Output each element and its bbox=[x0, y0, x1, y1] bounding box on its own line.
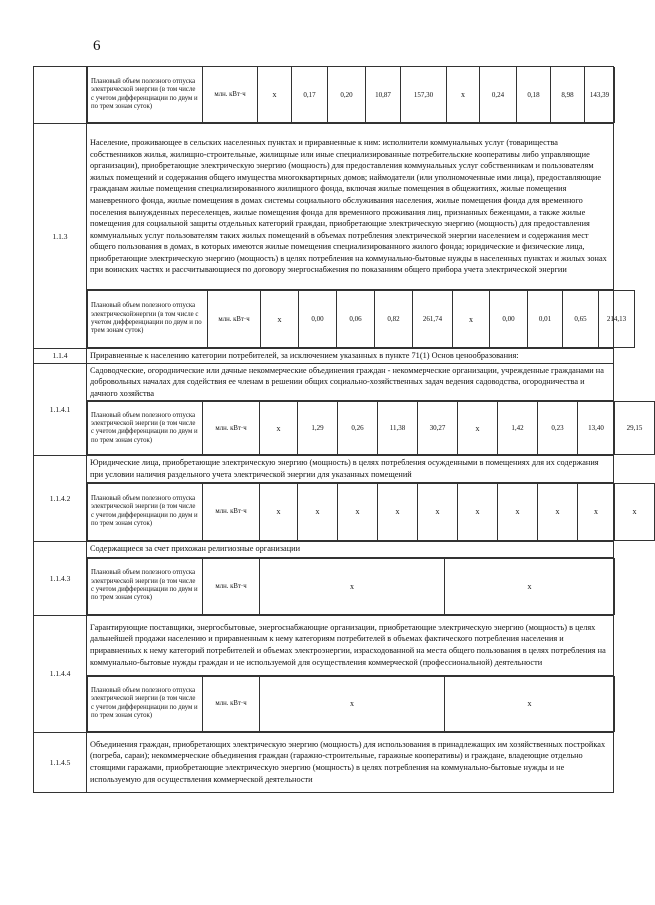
value-cell: 0,24 bbox=[480, 67, 517, 123]
value-cell: 10,87 bbox=[366, 67, 401, 123]
volume-label: Плановый объем полезного отпуска электрической энергии (в том числе с учетом дифференциации по двум и по трем зонам суток) bbox=[88, 483, 203, 540]
section-text: Садоводческие, огороднические или дачные некоммерческие объединения граждан - некоммерческие организации, учрежденные гражданами на добровольных началах для содействия ее членам в решении общих социально-хозяйственных задач ведения садоводства, огородничества и дачного хозяйства bbox=[87, 363, 614, 401]
value-cell: 157,30 bbox=[401, 67, 447, 123]
value-cell: x bbox=[418, 483, 458, 540]
value-cell: 143,39 bbox=[585, 67, 615, 123]
unit: млн. кВт·ч bbox=[208, 291, 261, 348]
value-cell: 8,98 bbox=[551, 67, 585, 123]
value-cell: 13,40 bbox=[578, 402, 615, 455]
volume-label: Плановый объем полезного отпуска электрическойэнергии (в том числе с учетом дифференциации по двум и по трем зонам суток) bbox=[88, 291, 208, 348]
row-number-empty bbox=[34, 67, 87, 124]
unit: млн. кВт·ч bbox=[203, 402, 260, 455]
value-cell: x bbox=[538, 483, 578, 540]
value-cell: x bbox=[338, 483, 378, 540]
table-row bbox=[34, 363, 614, 401]
unit: млн. кВт·ч bbox=[203, 67, 258, 123]
value-cell: x bbox=[458, 483, 498, 540]
volume-row bbox=[87, 558, 615, 615]
value-cell: x bbox=[458, 402, 498, 455]
section-text: Гарантирующие поставщики, энергосбытовые, энергоснабжающие организации, приобретающие электрическую энергию (мощность) в целях дальнейшей продажи населению и приравненным к нему категориям потребителей в объемах фактического потребления населения и приравненных к нему категорий потребителей и объемах электроэнергии, израсходованной на места общего пользования в целях потребления на коммунально-бытовые нужды граждан и не используемой для осуществления коммерческой (профессиональной) деятельности bbox=[87, 615, 614, 675]
value-cell: 0,26 bbox=[338, 402, 378, 455]
table-row bbox=[34, 732, 614, 792]
value-cell: x bbox=[445, 558, 615, 614]
value-cell: x bbox=[453, 291, 490, 348]
unit: млн. кВт·ч bbox=[203, 558, 260, 614]
value-cell: 11,38 bbox=[378, 402, 418, 455]
value-cell: x bbox=[447, 67, 480, 123]
value-cell: 0,01 bbox=[528, 291, 563, 348]
value-cell: x bbox=[260, 483, 298, 540]
value-cell: x bbox=[260, 676, 445, 731]
row-number: 1.1.4.4 bbox=[34, 615, 87, 732]
volume-label: Плановый объем полезного отпуска электрической энергии (в том числе с учетом дифференциации по двум и по трем зонам суток) bbox=[88, 67, 203, 123]
volume-row-top bbox=[87, 67, 615, 123]
value-cell: x bbox=[615, 483, 655, 540]
value-cell: 0,65 bbox=[563, 291, 599, 348]
table-row bbox=[34, 615, 614, 675]
table-row bbox=[34, 456, 614, 482]
value-cell: 0,00 bbox=[490, 291, 528, 348]
row-number: 1.1.4.1 bbox=[34, 363, 87, 456]
value-cell: 0,06 bbox=[337, 291, 375, 348]
table-row bbox=[34, 401, 614, 456]
value-cell: 0,18 bbox=[517, 67, 551, 123]
value-cell: x bbox=[578, 483, 615, 540]
page-number: 6 bbox=[93, 38, 101, 54]
section-text: Приравненные к населению категории потребителей, за исключением указанных в пункте 71(1) Основ ценообразования: bbox=[87, 349, 614, 364]
row-number: 1.1.4.3 bbox=[34, 541, 87, 615]
value-cell: 1,29 bbox=[298, 402, 338, 455]
section-text: Население, проживающее в сельских населенных пунктах и приравненные к ним: исполнители коммунальных услуг (товарищества собственников жилья, жилищно-строительные, жилищные или иные специализированные потребительские кооперативы либо управляющие организации), приобретающие электрическую энергию (мощность) для предоставления коммунальных услуг собственникам и пользователям жилых помещений и содержания общего имущества многоквартирных домов; наймодатели (или уполномоченные ими лица), предоставляющие гражданам жилые помещения специализированного жилищного фонда, включая жилые помещения в общежитиях, жилые помещения маневренного фонда, жилые помещения в домах системы социального обслуживания населения, жилые помещения фонда для временного поселения вынужденных переселенцев, жилые помещения фонда для временного проживания лиц, признанных беженцами, а также жилые помещения для социальной защиты отдельных категорий граждан, приобретающие электрическую энергию (мощность) для предоставления коммунальных услуг пользователям таких жилых помещений в объемах потребления электрической энергии населением и содержания мест общего пользования в домах, в которых имеются жилые помещения специализированного жилого фонда; юридические и физические лица, приобретающие электрическую энергию (мощность) в целях потребления на коммунально-бытовые нужды в населенных пунктах и жилых зонах при воинских частях и рассчитывающиеся по договору энергоснабжения по показаниям общего прибора учета электрической энергии bbox=[87, 124, 614, 290]
value-cell: x bbox=[261, 291, 299, 348]
table-row bbox=[34, 675, 614, 732]
value-cell: 261,74 bbox=[413, 291, 453, 348]
volume-row bbox=[87, 290, 635, 348]
value-cell: 1,42 bbox=[498, 402, 538, 455]
value-cell: x bbox=[258, 67, 292, 123]
value-cell: 0,20 bbox=[328, 67, 366, 123]
value-cell: 0,17 bbox=[292, 67, 328, 123]
value-cell: x bbox=[498, 483, 538, 540]
volume-label: Плановый объем полезного отпуска электрической энергии (в том числе с учетом дифференциации по двум и по трем зонам суток) bbox=[88, 676, 203, 731]
value-cell: x bbox=[298, 483, 338, 540]
value-cell: 0,82 bbox=[375, 291, 413, 348]
volume-row bbox=[87, 483, 655, 541]
value-cell: 0,23 bbox=[538, 402, 578, 455]
volume-label: Плановый объем полезного отпуска электрической энергии (в том числе с учетом дифференциации по двум и по трем зонам суток) bbox=[88, 558, 203, 614]
value-cell: x bbox=[445, 676, 615, 731]
value-cell: 0,00 bbox=[299, 291, 337, 348]
row-number: 1.1.4.2 bbox=[34, 456, 87, 541]
value-cell: x bbox=[378, 483, 418, 540]
section-text: Юридические лица, приобретающие электрическую энергию (мощность) в целях потребления осужденными в помещениях для их содержания при условии наличия раздельного учета электрической энергии для указанных помещений bbox=[87, 456, 614, 482]
section-text: Объединения граждан, приобретающих электрическую энергию (мощность) для использования в принадлежащих им хозяйственных постройках (погреба, сараи); некоммерческие объединения граждан (гаражно-строительные, гаражные кооперативы) и граждане, владеющие отдельно стоящими гаражами, приобретающие электрическую энергию (мощность) в целях потребления на коммунально-бытовые нужды и не используемую для осуществления коммерческой деятельности bbox=[87, 732, 614, 792]
row-number: 1.1.4 bbox=[34, 349, 87, 364]
tariff-table bbox=[33, 66, 643, 793]
volume-label: Плановый объем полезного отпуска электрической энергии (в том числе с учетом дифференциации по двум и по трем зонам суток) bbox=[88, 402, 203, 455]
table-row bbox=[34, 349, 614, 364]
section-text: Содержащиеся за счет прихожан религиозные организации bbox=[87, 541, 614, 557]
value-cell: 29,15 bbox=[615, 402, 655, 455]
unit: млн. кВт·ч bbox=[203, 676, 260, 731]
value-cell: 30,27 bbox=[418, 402, 458, 455]
row-number: 1.1.3 bbox=[34, 124, 87, 349]
unit: млн. кВт·ч bbox=[203, 483, 260, 540]
table-row bbox=[34, 482, 614, 541]
value-cell: x bbox=[260, 402, 298, 455]
table-row bbox=[34, 557, 614, 615]
volume-row bbox=[87, 401, 655, 455]
value-cell: x bbox=[260, 558, 445, 614]
volume-row bbox=[87, 676, 615, 732]
table-row bbox=[34, 67, 614, 124]
table-row bbox=[34, 541, 614, 557]
table-row bbox=[34, 124, 614, 290]
value-cell: 214,13 bbox=[599, 291, 635, 348]
row-number: 1.1.4.5 bbox=[34, 732, 87, 792]
table-row bbox=[34, 290, 614, 349]
